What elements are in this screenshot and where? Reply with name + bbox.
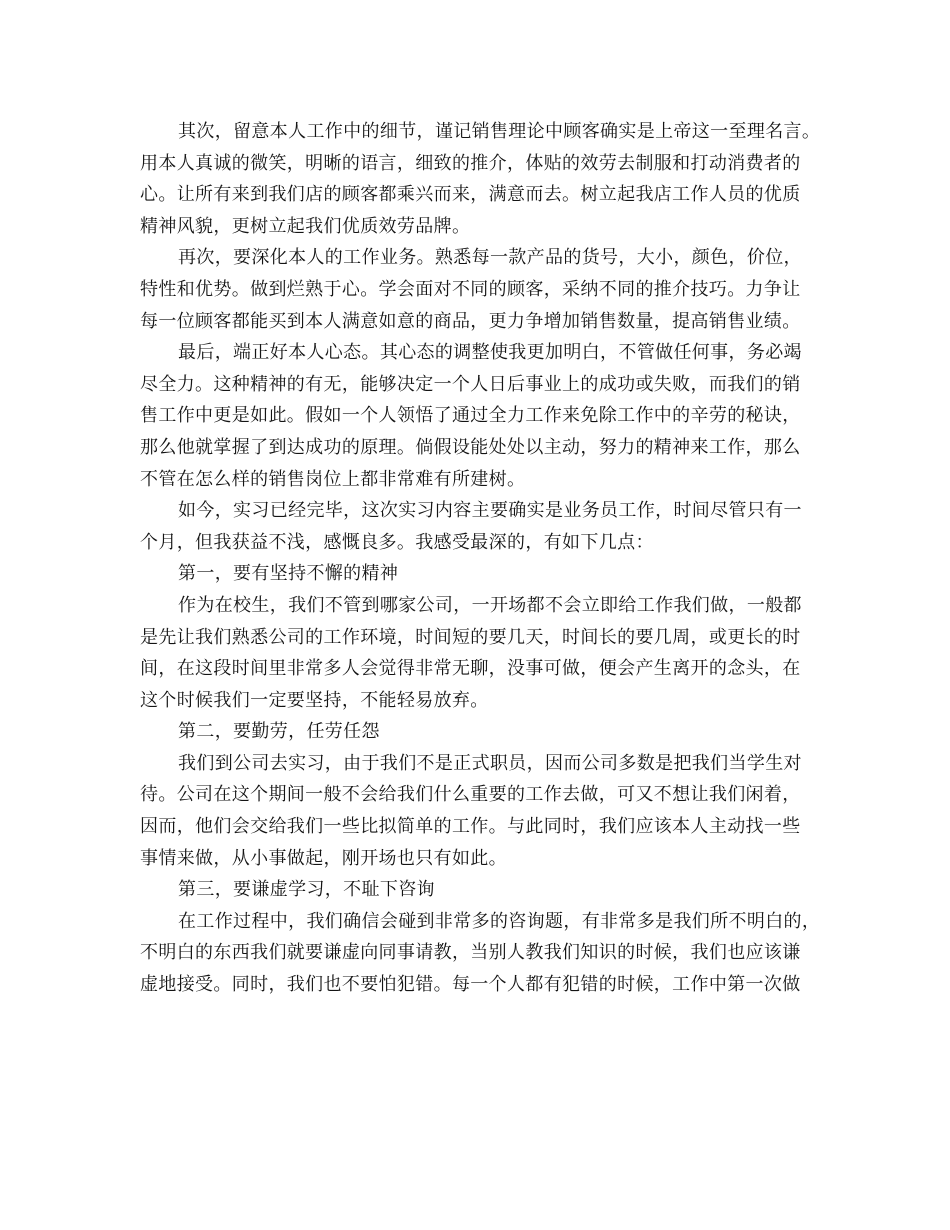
- section-heading: 第三，要谦虚学习，不耻下咨询: [178, 879, 435, 901]
- text-line: 如今，实习已经完毕，这次实习内容主要确实是业务员工作，时间尽管只有一: [178, 500, 802, 522]
- document-body: [140, 116, 820, 1001]
- text-line: 用本人真诚的微笑，明晰的语言，细致的推介，体贴的效劳去制服和打动消费者的: [140, 152, 801, 174]
- section-heading: 第二，要勤劳，任劳任怨: [178, 721, 380, 743]
- text-line: 最后，端正好本人心态。其心态的调整使我更加明白，不管做任何事，务必竭: [178, 342, 802, 364]
- text-line: 间，在这段时间里非常多人会觉得非常无聊，没事可做，便会产生离开的念头，在: [140, 658, 801, 680]
- text-line: 是先让我们熟悉公司的工作环境，时间短的要几天，时间长的要几周，或更长的时: [140, 626, 801, 648]
- text-line: 售工作中更是如此。假如一个人领悟了通过全力工作来免除工作中的辛劳的秘诀，: [140, 405, 801, 427]
- text-line: 作为在校生，我们不管到哪家公司，一开场都不会立即给工作我们做，一般都: [178, 594, 802, 616]
- text-line: 每一位顾客都能买到本人满意如意的商品，更力争增加销售数量，提高销售业绩。: [140, 310, 801, 332]
- text-line: 尽全力。这种精神的有无，能够决定一个人日后事业上的成功或失败，而我们的销: [140, 373, 801, 395]
- text-line: 那么他就掌握了到达成功的原理。倘假设能处处以主动，努力的精神来工作，那么: [140, 436, 801, 458]
- text-line: 虚地接受。同时，我们也不要怕犯错。每一个人都有犯错的时候，工作中第一次做: [140, 974, 801, 996]
- text-line: 个月，但我获益不浅，感慨良多。我感受最深的，有如下几点：: [140, 531, 654, 553]
- section-heading: 第一，要有坚持不懈的精神: [178, 563, 399, 585]
- text-line: 因而，他们会交给我们一些比拟简单的工作。与此同时，我们应该本人主动找一些: [140, 816, 801, 838]
- text-line: 在工作过程中，我们确信会碰到非常多的咨询题，有非常多是我们所不明白的，: [178, 910, 821, 932]
- text-line: 不管在怎么样的销售岗位上都非常难有所建树。: [140, 468, 526, 490]
- text-line: 不明白的东西我们就要谦虚向同事请教，当别人教我们知识的时候，我们也应该谦: [140, 942, 801, 964]
- text-line: 事情来做，从小事做起，刚开场也只有如此。: [140, 847, 507, 869]
- text-line: 其次，留意本人工作中的细节，谨记销售理论中顾客确实是上帝这一至理名言。: [178, 121, 821, 142]
- text-line: 再次，要深化本人的工作业务。熟悉每一款产品的货号，大小，颜色，价位，: [178, 247, 802, 269]
- text-line: 心。让所有来到我们店的顾客都乘兴而来，满意而去。树立起我店工作人员的优质: [140, 184, 801, 206]
- text-line: 精神风貌，更树立起我们优质效劳品牌。: [140, 215, 471, 237]
- text-line: 待。公司在这个期间一般不会给我们什么重要的工作去做，可又不想让我们闲着，: [140, 784, 801, 806]
- text-line: 这个时候我们一定要坚持，不能轻易放弃。: [140, 689, 489, 711]
- text-line: 特性和优势。做到烂熟于心。学会面对不同的顾客，采纳不同的推介技巧。力争让: [140, 278, 801, 300]
- text-line: 我们到公司去实习，由于我们不是正式职员，因而公司多数是把我们当学生对: [178, 752, 802, 774]
